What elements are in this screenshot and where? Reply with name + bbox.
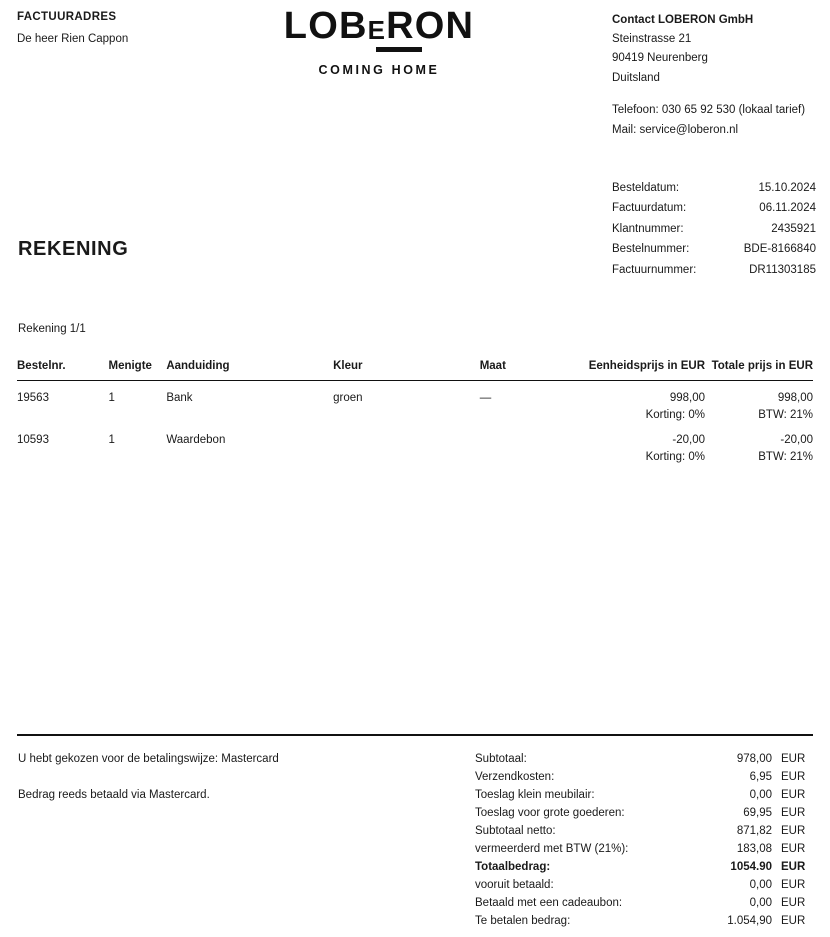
payment-note-block [18, 750, 448, 822]
logo-wordmark [284, 6, 474, 49]
totals-row [475, 912, 815, 930]
company-phone: Telefoon: 030 65 92 530 (lokaal tarief) [612, 104, 806, 116]
cell-description: Bank [166, 392, 193, 404]
totals-row-grand [475, 858, 815, 876]
invoice-meta-table [612, 178, 816, 280]
invoice-meta-row [612, 198, 816, 218]
cell-spacer [17, 406, 108, 423]
col-header-unit-price: Eenheidsprijs in EUR [588, 360, 706, 372]
invoice-meta-label: Bestelnummer: [612, 243, 690, 256]
totals-currency: EUR [781, 897, 806, 910]
billing-address-heading: FACTUURADRES [17, 11, 117, 23]
totals-amount: 183,08 [736, 843, 772, 856]
company-email: Mail: service@loberon.nl [612, 124, 739, 136]
footer-divider [17, 734, 813, 736]
totals-currency: EUR [781, 771, 806, 784]
payment-method-note: U hebt gekozen voor de betalingswijze: Mastercard [18, 753, 279, 765]
cell-total-price: -20,00 [780, 434, 813, 446]
cell-spacer [333, 448, 480, 465]
invoice-meta-label: Besteldatum: [612, 182, 680, 194]
cell-unit-price: -20,00 [672, 434, 706, 446]
totals-row [475, 894, 815, 912]
invoice-meta-row [612, 239, 816, 259]
invoice-meta-label: Factuurdatum: [612, 202, 687, 215]
table-row-subline [17, 448, 813, 465]
cell-quantity: 1 [108, 392, 115, 404]
cell-spacer [17, 448, 108, 465]
invoice-meta-label: Factuurnummer: [612, 263, 697, 276]
totals-row [475, 768, 815, 786]
line-items-header-row [17, 360, 813, 381]
totals-label: Te betalen bedrag: [475, 915, 571, 928]
logo-underline-bar [376, 47, 422, 52]
cell-description: Waardebon [166, 434, 226, 446]
company-city: 90419 Neurenberg [612, 52, 708, 65]
totals-row [475, 804, 815, 822]
totals-currency: EUR [781, 807, 806, 820]
line-items-head [17, 360, 813, 381]
totals-label: Subtotaal: [475, 753, 527, 765]
totals-currency: EUR [781, 879, 806, 892]
invoice-meta-value: 2435921 [771, 222, 816, 235]
cell-discount: Korting: 0% [645, 409, 706, 421]
table-row [17, 423, 813, 448]
cell-unit-price: 998,00 [669, 392, 706, 404]
invoice-meta-body [612, 178, 816, 280]
col-header-quantity: Menigte [108, 360, 152, 372]
cell-order-no: 10593 [17, 434, 49, 446]
totals-row [475, 840, 815, 858]
cell-spacer [166, 406, 333, 423]
cell-color: groen [333, 392, 363, 404]
col-header-size: Maat [479, 360, 506, 372]
totals-row [475, 750, 815, 768]
invoice-meta-value: BDE-8166840 [743, 243, 816, 256]
col-header-description: Aanduiding [166, 360, 230, 372]
invoice-meta-label: Klantnummer: [612, 222, 684, 235]
cell-discount: Korting: 0% [645, 451, 706, 463]
totals-row [475, 822, 815, 840]
invoice-meta-value: DR11303185 [749, 263, 816, 276]
totals-amount: 6,95 [749, 771, 772, 784]
cell-vat: BTW: 21% [758, 409, 813, 421]
cell-order-no: 19563 [17, 392, 49, 404]
totals-row [475, 876, 815, 894]
col-header-color: Kleur [333, 360, 363, 372]
invoice-meta-row [612, 178, 816, 198]
totals-label: Verzendkosten: [475, 771, 555, 784]
totals-amount: 1.054,90 [727, 915, 772, 928]
totals-currency: EUR [781, 843, 806, 856]
cell-total-price: 998,00 [777, 392, 813, 404]
company-contact-block [612, 11, 827, 88]
totals-label: vooruit betaald: [475, 879, 554, 892]
col-header-order-no: Bestelnr. [17, 360, 66, 372]
invoice-meta-row [612, 219, 816, 239]
billing-address-block [17, 10, 257, 47]
logo-tagline: COMING HOME [318, 63, 440, 77]
cell-spacer [108, 448, 166, 465]
totals-label: Toeslag klein meubilair: [475, 789, 595, 802]
cell-spacer [480, 406, 589, 423]
totals-amount: 0,00 [749, 879, 772, 892]
page-title: REKENING [18, 238, 129, 260]
cell-spacer [108, 406, 166, 423]
totals-body [475, 750, 815, 930]
totals-label: Betaald met een cadeaubon: [475, 897, 623, 910]
totals-amount: 0,00 [749, 789, 772, 802]
invoice-meta-value: 15.10.2024 [758, 182, 816, 194]
totals-row [475, 786, 815, 804]
totals-table [475, 750, 815, 930]
cell-size: — [479, 392, 492, 404]
totals-label: Subtotaal netto: [475, 825, 556, 838]
totals-amount: 871,82 [736, 825, 772, 838]
totals-amount: 0,00 [749, 897, 772, 910]
totals-currency: EUR [781, 789, 806, 802]
table-row-subline [17, 406, 813, 423]
logo-part-two: RON [386, 5, 475, 47]
company-contact-details [612, 100, 830, 140]
cell-spacer [166, 448, 333, 465]
totals-amount: 69,95 [743, 807, 772, 820]
line-items-body [17, 381, 813, 466]
invoice-meta-row [612, 260, 816, 280]
invoice-meta-value: 06.11.2024 [759, 202, 816, 215]
totals-amount: 1054.90 [730, 861, 772, 874]
cell-size [480, 423, 589, 448]
totals-label: vermeerderd met BTW (21%): [475, 843, 629, 856]
col-header-total-price: Totale prijs in EUR [711, 360, 813, 372]
totals-currency: EUR [781, 825, 806, 838]
table-row [17, 381, 813, 407]
company-name: Contact LOBERON GmbH [612, 14, 754, 26]
cell-spacer [480, 448, 589, 465]
totals-label: Toeslag voor grote goederen: [475, 807, 625, 820]
billing-address-name: De heer Rien Cappon [17, 33, 129, 45]
page-counter: Rekening 1/1 [18, 323, 86, 335]
loberon-logo [273, 6, 485, 77]
company-country: Duitsland [612, 71, 660, 84]
payment-status-note: Bedrag reeds betaald via Mastercard. [18, 789, 210, 801]
line-items-table [17, 360, 813, 465]
cell-color [333, 423, 480, 448]
logo-letter-e: E [367, 15, 387, 45]
totals-amount: 978,00 [736, 753, 772, 765]
totals-label: Totaalbedrag: [475, 861, 551, 874]
cell-quantity: 1 [108, 434, 115, 446]
totals-currency: EUR [781, 753, 806, 765]
cell-spacer [333, 406, 480, 423]
company-street: Steinstrasse 21 [612, 33, 692, 46]
totals-currency: EUR [781, 915, 806, 928]
logo-part-one: LOB [283, 5, 368, 47]
totals-currency: EUR [781, 861, 806, 874]
cell-vat: BTW: 21% [758, 451, 813, 463]
